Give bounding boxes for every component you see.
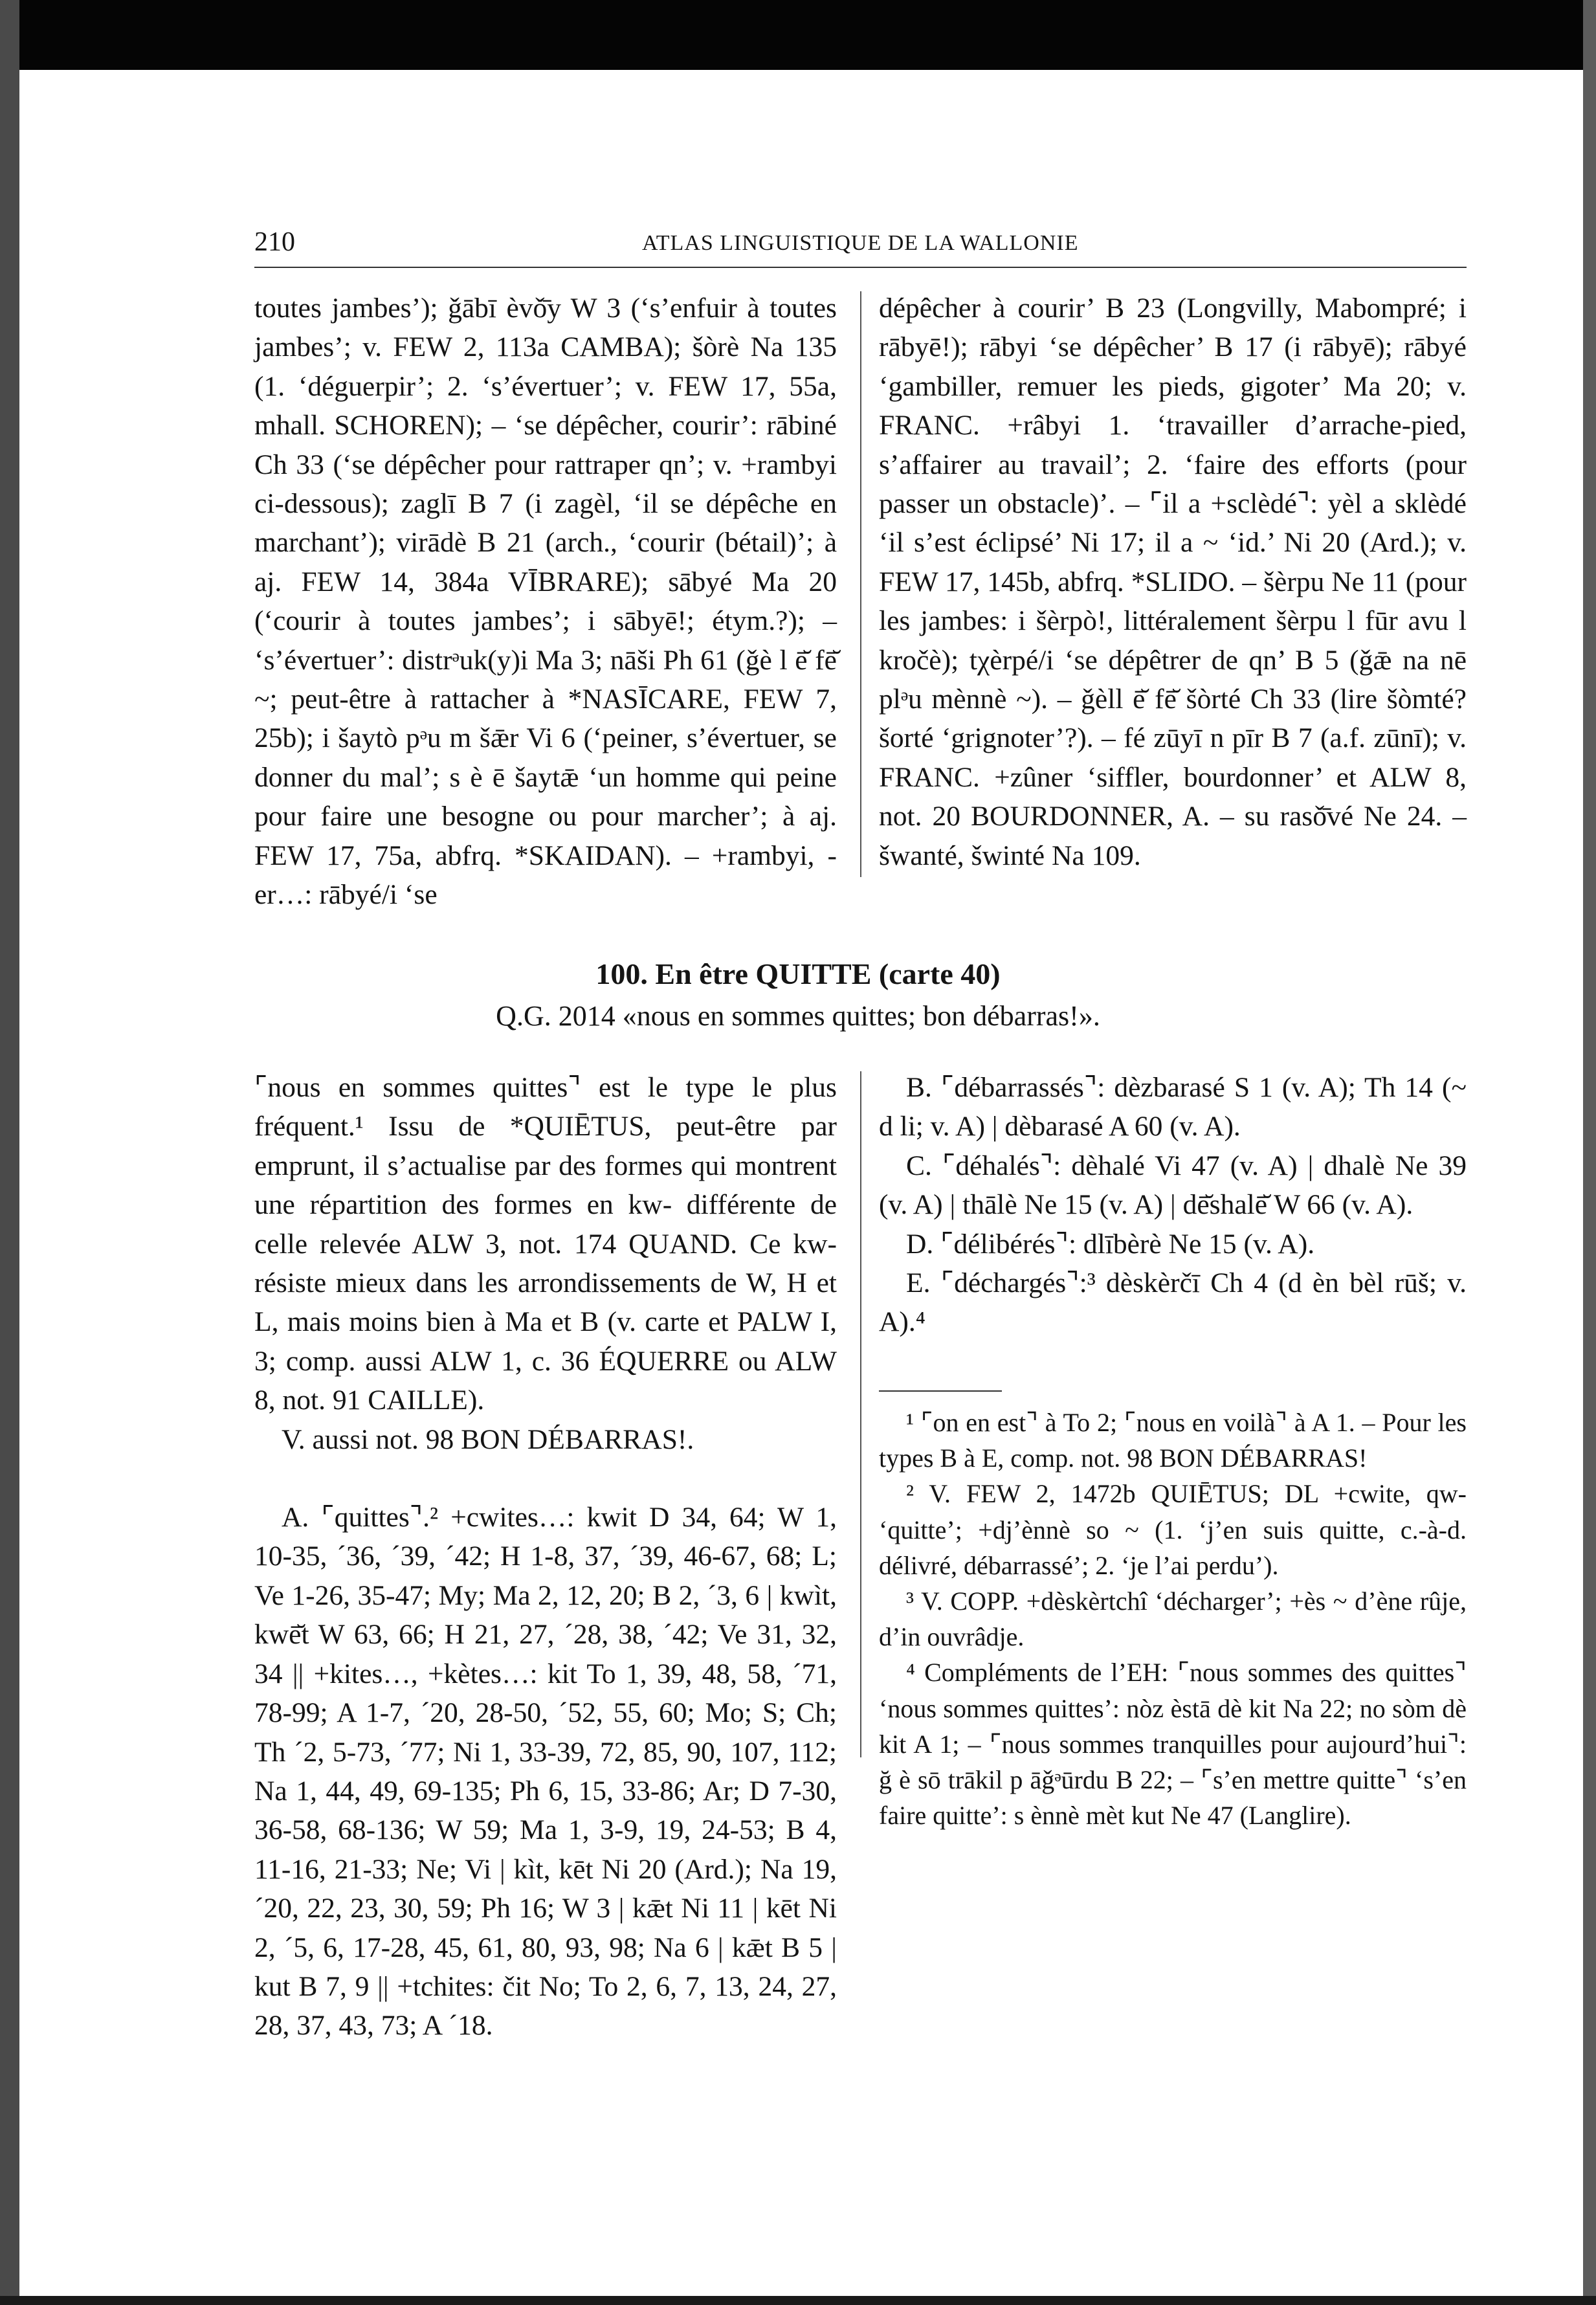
scan-border-left — [0, 0, 19, 2305]
see-also-paragraph: V. aussi not. 98 BON DÉBARRAS!. — [282, 1423, 694, 1455]
running-head: ATLAS LINGUISTIQUE DE LA WALLONIE — [642, 231, 1079, 255]
type-d-paragraph: D. ⌜délibérés⌝: dlībèrè Ne 15 (v. A). — [906, 1228, 1315, 1260]
footnotes — [879, 1405, 1467, 1833]
intro-paragraph: ⌜nous en sommes quittes⌝ est le type le plus fréquent.¹ Issu de *QUIĒTUS, peut-être par emprunt, il s’actualise par des formes qui montrent une répartition des formes en kw- différente de celle relevée ALW 3, not. 174 QUAND. Ce kw- résiste mieux dans les arrondissements de W, H et L, mais moins bien à Ma et B (v. carte et PALW I, 3; comp. aussi ALW 1, c. 36 ÉQUERRE ou ALW 8, not. 91 CAILLE). — [254, 1072, 837, 1416]
scan-border-top — [0, 0, 1596, 70]
upper-right-paragraph: dépêcher à courir’ B 23 (Longvilly, Mabompré; i rābyē!); rābyi ‘se dépêcher’ B 17 (i rābyē); rābyé ‘gambiller, remuer les pieds, gigoter’ Ma 20; v. FRANC. +râbyi 1. ‘travailler d’arrache-pied, s’affairer au travail’; 2. ‘faire des efforts (pour passer un obstacle)’. – ⌜il a +sclèdé⌝: yèl a sklèdé ‘il s’est éclipsé’ Ni 17; il a ~ ‘id.’ Ni 20 (Ard.); v. FEW 17, 145b, abfrq. *SLIDO. – šèrpu Ne 11 (pour les jambes: i šèrpò!, littéralement šèrpu l fūr avu l kročè); tχèrpé/i ‘se dépêtrer de qn’ B 5 (ǧǣ na nē plᵊu mènnè ~). – ǧèll ē̆ fē̆ šòrté Ch 33 (lire šòmté? šorté ‘grignoter’?). – fé zūyī n pīr B 7 (a.f. zūnī); v. FRANC. +zûner ‘siffler, bourdonner’ et ALW 8, not. 20 BOURDONNER, A. – su rasǒ̄vé Ne 24. – šwanté, šwinté Na 109. — [879, 293, 1467, 871]
footnote-3: ³ V. COPP. +dèskèrtchî ‘décharger’; +ès ~ d’ène rûje, d’in ouvrâdje. — [879, 1587, 1467, 1652]
column-rule-upper — [860, 291, 861, 877]
footnote-2: ² V. FEW 2, 1472b QUIĒTUS; DL +cwite, qw- ‘quitte’; +dj’ènnè so ~ (1. ‘j’en suis quitte, c.-à-d. délivré, débarrassé’; 2. ‘je l’ai perdu’). — [879, 1479, 1467, 1580]
lower-left-column — [254, 1068, 837, 2045]
footnote-1: ¹ ⌜on en est⌝ à To 2; ⌜nous en voilà⌝ à A 1. – Pour les types B à E, comp. not. 98 BON DÉBARRAS! — [879, 1408, 1467, 1473]
type-a-paragraph: A. ⌜quittes⌝.² +cwites…: kwit D 34, 64; W 1, 10-35, ´36, ´39, ´42; H 1-8, 37, ´39, 46-67, 68; L; Ve 1-26, 35-47; My; Ma 2, 12, 20; B 2, ´3, 6 | kwìt, kwē̆t W 63, 66; H 21, 27, ´28, 38, ´42; Ve 31, 32, 34 || +kites…, +kètes…: kit To 1, 39, 48, 58, ´71, 78-99; A 1-7, ´20, 28-50, ´52, 55, 60; Mo; S; Ch; Th ´2, 5-73, ´77; Ni 1, 33-39, 72, 85, 90, 107, 112; Na 1, 44, 49, 69-135; Ph 6, 15, 33-86; Ar; D 7-30, 36-58, 68-136; W 59; Ma 1, 3-9, 19, 24-53; B 4, 11-16, 21-33; Ne; Vi | kìt, kēt Ni 20 (Ard.); Na 19, ´20, 22, 23, 30, 59; Ph 16; W 3 | kǣt Ni 11 | kēt Ni 2, ´5, 6, 17-28, 45, 61, 80, 93, 98; Na 6 | kǣt B 5 | kut B 7, 9 || +tchites: čit No; To 2, 6, 7, 13, 24, 27, 28, 37, 43, 73; A ´18. — [254, 1502, 837, 2042]
section-subtitle: Q.G. 2014 «nous en sommes quittes; bon débarras!». — [496, 1000, 1100, 1032]
header-rule — [254, 267, 1467, 268]
type-c-paragraph: C. ⌜déhalés⌝: dèhalé Vi 47 (v. A) | dhalè Ne 39 (v. A) | thālè Ne 15 (v. A) | dē̆shalē̆ W 66 (v. A). — [879, 1150, 1467, 1221]
upper-left-paragraph: toutes jambes’); ǧābī èvǒ̄y W 3 (‘s’enfuir à toutes jambes’; v. FEW 2, 113a CAMBA); šòrè Na 135 (1. ‘déguerpir’; 2. ‘s’évertuer’; v. FEW 17, 55a, mhall. SCHOREN); – ‘se dépêcher, courir’: rābiné Ch 33 (‘se dépêcher pour rattraper qn’; v. +rambyi ci-dessous); zaglī B 7 (i zagèl, ‘il se dépêche en marchant’); virādè B 21 (arch., ‘courir (bétail)’; à aj. FEW 14, 384a VĪBRARE); sābyé Ma 20 (‘courir à toutes jambes’; i sābyē!; étym.?); – ‘s’évertuer’: distrᵊuk(y)i Ma 3; nāši Ph 61 (ǧè l ē̆ fē̆ ~; peut-être à rattacher à *NASĪCARE, FEW 7, 25b); i šaytò pᵊu m šǣr Vi 6 (‘peiner, s’évertuer, se donner du mal’; s è ē šaytǣ ‘un homme qui peine pour faire une besogne ou pour marcher’; à aj. FEW 17, 75a, abfrq. *SKAIDAN). – +rambyi, -er…: rābyé/i ‘se — [254, 293, 837, 911]
lower-right-column — [879, 1068, 1467, 1342]
upper-right-column — [879, 289, 1467, 875]
page-number: 210 — [254, 227, 295, 257]
scan-border-right — [1583, 0, 1596, 2305]
section-title: 100. En être QUITTE (carte 40) — [595, 957, 1001, 990]
footnote-rule — [879, 1390, 1002, 1392]
upper-left-column — [254, 289, 837, 915]
type-b-paragraph: B. ⌜débarrassés⌝: dèzbarasé S 1 (v. A); Th 14 (~ d li; v. A) | dèbarasé A 60 (v. A). — [879, 1072, 1467, 1142]
type-e-paragraph: E. ⌜déchargés⌝:³ dèskèrčī Ch 4 (d èn bèl rūš; v. A).⁴ — [879, 1267, 1467, 1338]
scan-border-bottom — [0, 2296, 1596, 2305]
column-rule-lower — [860, 1071, 861, 1757]
footnote-4: ⁴ Compléments de l’EH: ⌜nous sommes des quittes⌝ ‘nous sommes quittes’: nòz èstā dè kit Na 22; no sòm dè kit A 1; – ⌜nous sommes tranquilles pour aujourd’hui⌝: ğ è sō trākil p āǧᵊūrdu B 22; – ⌜s’en mettre quitte⌝ ‘s’en faire quitte’: s ènnè mèt kut Ne 47 (Langlire). — [879, 1658, 1467, 1831]
